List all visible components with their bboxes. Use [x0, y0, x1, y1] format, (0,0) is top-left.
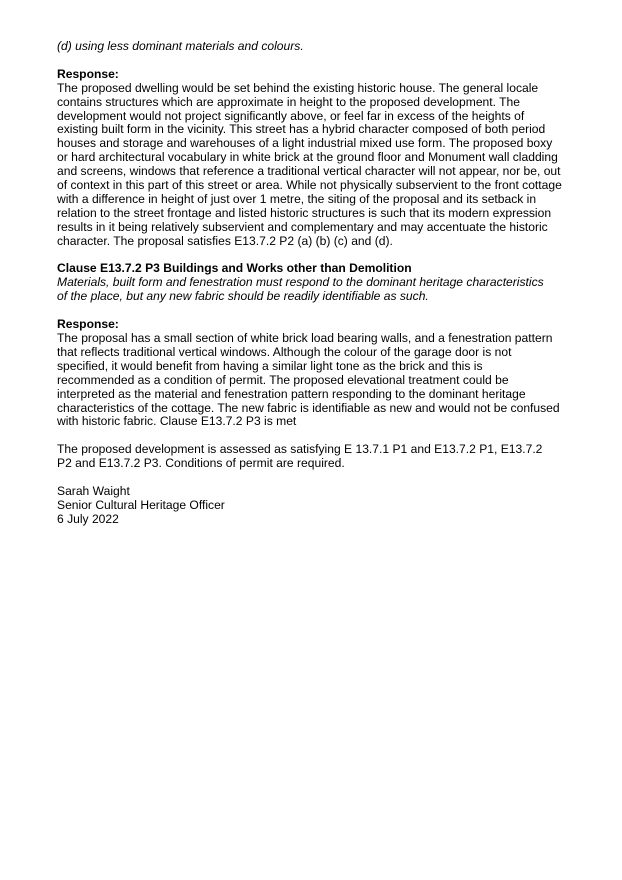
paragraph-line: or hard architectural vocabulary in white brick at the ground floor and Monument wall cladding	[57, 150, 558, 165]
conclusion-line: The proposed development is assessed as satisfying E 13.7.1 P1 and E13.7.2 P1, E13.7.2	[57, 442, 543, 457]
conclusion-section	[57, 443, 569, 471]
paragraph-line: contains structures which are approximate in height to the proposed development. The	[57, 94, 520, 109]
paragraph-line: The proposal has a small section of white brick load bearing walls, and a fenestration pattern	[57, 330, 553, 345]
spacer	[57, 471, 569, 485]
paragraph-line: characteristics of the cottage. The new fabric is identifiable as new and would not be confused	[57, 400, 560, 415]
clause-text-line: of the place, but any new fabric should be readily identifiable as such.	[57, 289, 429, 304]
clause-text-line: Materials, built form and fenestration must respond to the dominant heritage characteristics	[57, 275, 544, 290]
paragraph-line: and screens, windows that reference a traditional vertical character will not appear, nor be, out	[57, 164, 561, 179]
paragraph-line: relation to the street frontage and listed historic structures is such that its modern expression	[57, 205, 552, 220]
paragraph-line: specified, it would benefit from having a similar light tone as the brick and this is	[57, 358, 483, 373]
clause-section	[57, 262, 569, 304]
spacer	[57, 429, 569, 443]
signature-date: 6 July 2022	[57, 511, 119, 526]
paragraph-line: that reflects traditional vertical windows. Although the colour of the garage door is not	[57, 344, 512, 359]
signature-block	[57, 485, 569, 527]
response-heading: Response:	[57, 66, 119, 81]
spacer	[57, 249, 569, 263]
response-heading: Response:	[57, 317, 119, 332]
response-section-2	[57, 318, 569, 429]
paragraph-line: results in it being relatively subservient and complementary and may accentuate the historic	[57, 219, 548, 234]
intro-line: (d) using less dominant materials and colours.	[57, 39, 304, 53]
paragraph-line: of context in this part of this street or area. While not physically subservient to the front cottage	[57, 178, 562, 193]
conclusion-line: P2 and E13.7.2 P3. Conditions of permit are required.	[57, 456, 345, 471]
paragraph-line: development would not project significantly above, or feel far in excess of the heights of	[57, 108, 525, 123]
paragraph-line: character. The proposal satisfies E13.7.2 P2 (a) (b) (c) and (d).	[57, 233, 393, 248]
spacer	[57, 54, 569, 68]
signatory-title: Senior Cultural Heritage Officer	[57, 497, 225, 512]
paragraph-line: interpreted as the material and fenestration pattern responding to the dominant heritage	[57, 386, 526, 401]
spacer	[57, 304, 569, 318]
document-page	[57, 40, 569, 527]
paragraph-line: with historic fabric. Clause E13.7.2 P3 is met	[57, 414, 297, 429]
paragraph-line: The proposed dwelling would be set behind the existing historic house. The general locale	[57, 80, 539, 95]
signatory-name: Sarah Waight	[57, 483, 130, 498]
paragraph-line: existing built form in the vicinity. This street has a hybrid character composed of both period	[57, 122, 546, 137]
response-section-1	[57, 68, 569, 249]
paragraph-line: houses and storage and warehouses of a light industrial mixed use form. The proposed boxy	[57, 136, 553, 151]
paragraph-line: with a difference in height of just over 1 metre, the siting of the proposal and its setback in	[57, 191, 537, 206]
paragraph-line: recommended as a condition of permit. The proposed elevational treatment could be	[57, 372, 509, 387]
clause-heading: Clause E13.7.2 P3 Buildings and Works other than Demolition	[57, 261, 412, 276]
